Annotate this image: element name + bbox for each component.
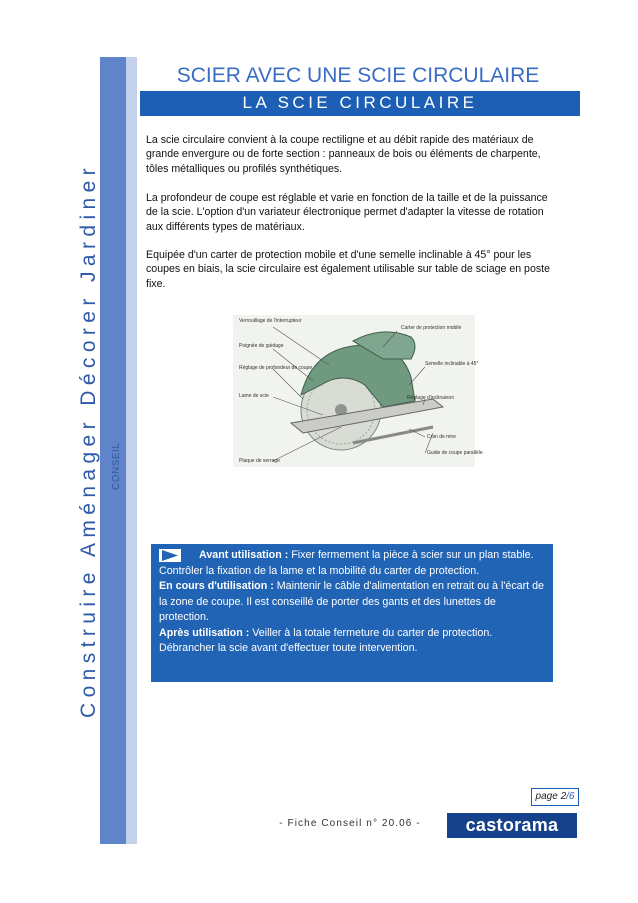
advice-during-text: Maintenir le câble d'alimentation en retrait ou à l'écart de la zone de coupe. Il est conseillé de porter des gants et des lunettes de protection. bbox=[159, 580, 544, 623]
safety-advice-box bbox=[151, 544, 553, 682]
advice-after-label: Après utilisation : bbox=[159, 626, 250, 639]
fiche-number: - Fiche Conseil n° 20.06 - bbox=[279, 818, 421, 829]
advice-before-text: Fixer fermement la pièce à scier sur un plan stable. bbox=[288, 549, 534, 561]
circular-saw-diagram bbox=[233, 315, 483, 467]
advice-during bbox=[159, 579, 545, 626]
advice-before-label: Avant utilisation : bbox=[199, 549, 289, 561]
page-current: 2 bbox=[560, 791, 567, 802]
advice-after-text: Veiller à la totale fermeture du carter de protection. bbox=[249, 626, 493, 639]
page-subtitle: LA SCIE CIRCULAIRE bbox=[242, 93, 478, 112]
label-depth-adjust: Réglage de profondeur de coupe bbox=[239, 365, 313, 371]
label-blade: Lame de scie bbox=[239, 393, 269, 399]
label-tilt-adjust: Réglage d'inclinaison bbox=[407, 395, 455, 401]
label-guide-handle: Poignée de guidage bbox=[239, 343, 284, 349]
paragraph-bevel: Equipée d'un carter de protection mobile et d'une semelle inclinable à 45° pour les coupes en biais, la scie circulaire est également utilisable sur table de sciage en poste fixe. bbox=[146, 249, 550, 290]
page-prefix: page bbox=[535, 791, 561, 802]
page-separator: / bbox=[566, 791, 569, 802]
circular-saw-illustration bbox=[233, 315, 475, 467]
advice-after bbox=[159, 626, 545, 642]
page-total: 6 bbox=[568, 791, 575, 802]
label-sight-notch: Cran de mire bbox=[427, 434, 456, 440]
section-label: CONSEIL bbox=[111, 442, 122, 490]
advice-before-check: Contrôler la fixation de la lame et la mobilité du carter de protection. bbox=[159, 564, 480, 577]
label-rip-fence: Guide de coupe parallèle bbox=[427, 450, 483, 456]
label-clamp-plate: Plaque de serrage bbox=[239, 458, 280, 464]
advice-after-unplug: Débrancher la scie avant d'effectuer toute intervention. bbox=[159, 642, 418, 654]
paragraph-intro: La scie circulaire convient à la coupe rectiligne et au débit rapide des matériaux de grande envergure ou de forte section : panneaux de bois ou éléments de charpente, tôles métalliques ou profilés synthétiques. bbox=[146, 134, 541, 175]
label-blade-guard: Carter de protection mobile bbox=[401, 325, 462, 331]
sidebar-band-light bbox=[126, 57, 137, 844]
play-arrow-icon bbox=[159, 549, 181, 562]
page-indicator bbox=[531, 788, 579, 806]
advice-during-label: En cours d'utilisation : bbox=[159, 580, 274, 592]
advice-before bbox=[159, 548, 545, 564]
label-switch-lock: Verrouillage de l'interrupteur bbox=[239, 318, 302, 324]
label-tilt-base: Semelle inclinable à 45° bbox=[425, 361, 479, 367]
paragraph-depth: La profondeur de coupe est réglable et varie en fonction de la taille et de la puissance de la scie. L'option d'un variateur électronique permet d'adapter la vitesse de rotation aux différents types de matériaux. bbox=[146, 192, 548, 233]
page-title: SCIER AVEC UNE SCIE CIRCULAIRE bbox=[176, 64, 540, 87]
sidebar-slogan: Construire Aménager Décorer Jardiner bbox=[77, 162, 100, 718]
castorama-logo: castorama bbox=[447, 813, 577, 838]
